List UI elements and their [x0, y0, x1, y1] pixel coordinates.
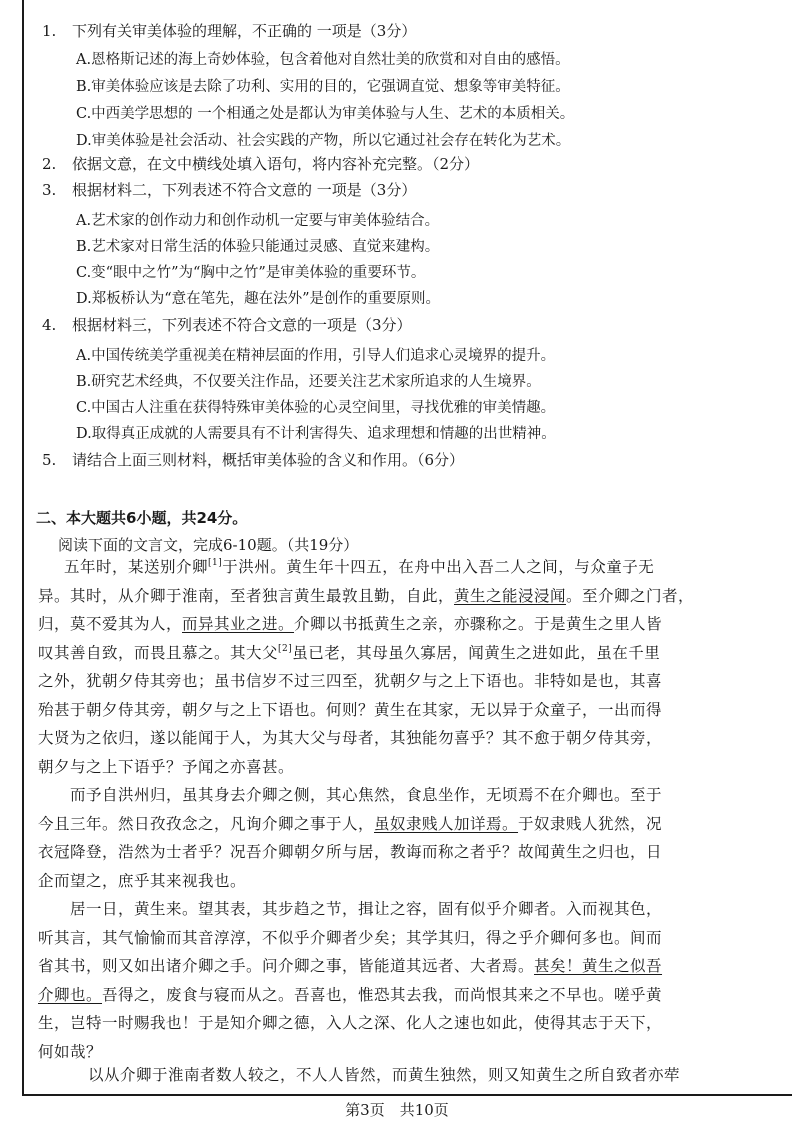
passage-line: 今且三年。然日孜孜念之，凡询介卿之事于人，虽奴隶贱人加详焉。于奴隶贱人犹然，况	[38, 814, 663, 833]
q4-option-b: B.研究艺术经典，不仅要关注作品，还要关注艺术家所追求的人生境界。	[76, 374, 541, 390]
page-frame-left	[22, 0, 24, 1094]
underlined-sentence: 黄生之能浸浸闻	[454, 586, 567, 605]
section-instruction: 阅读下面的文言文，完成6-10题。（共19分）	[58, 536, 359, 554]
section-heading: 二、本大题共6小题，共24分。	[36, 509, 248, 527]
passage-line: 衣冠降登，浩然为士者乎？况吾介卿朝夕所与居，教诲而称之者乎？故闻黄生之归也，日	[38, 843, 663, 861]
q4-option-c: C.中国古人注重在获得特殊审美体验的心灵空间里，寻找优雅的审美情趣。	[76, 400, 556, 416]
passage-line: 之外，犹朝夕侍其旁也；虽书信岁不过三四至，犹朝夕与之上下语也。非特如是也，其喜	[38, 672, 663, 690]
passage-line: 异。其时，从介卿于淮南，至者独言黄生最敦且勤，自此，黄生之能浸浸闻。至介卿之门者，	[38, 586, 695, 605]
page-number: 第3页 共10页	[345, 1101, 449, 1119]
question-5: 5. 请结合上面三则材料，概括审美体验的含义和作用。（6分）	[42, 451, 465, 469]
footnote-ref-2: [2]	[278, 643, 293, 654]
q3-option-b: B.艺术家对日常生活的体验只能通过灵感、直觉来建构。	[76, 239, 440, 255]
q1-option-a: A.恩格斯记述的海上奇妙体验，包含着他对自然壮美的欣赏和对自由的感悟。	[76, 52, 570, 68]
passage-line: 听其言，其气愉愉而其音淳淳，不似乎介卿者少矣；其学其归，得之乎介卿何多也。间而	[38, 928, 663, 947]
q3-option-d: D.郑板桥认为“意在笔先，趣在法外”是创作的重要原则。	[76, 291, 441, 307]
underlined-sentence: 而异其业之进。	[182, 615, 295, 633]
passage-line: 何如哉？	[38, 1042, 103, 1061]
q4-option-d: D.取得真正成就的人需要具有不计利害得失、追求理想和情趣的出世精神。	[76, 426, 556, 442]
passage-line: 以从介卿于淮南者数人较之，不人人皆然，而黄生独然，则又知黄生之所自致者亦荦	[88, 1066, 681, 1084]
q4-option-a: A.中国传统美学重视美在精神层面的作用，引导人们追求心灵境界的提升。	[76, 348, 556, 364]
passage-paragraph-2	[38, 781, 730, 895]
page-frame-bottom	[22, 1094, 792, 1096]
passage-line: 归，莫不爱其为人，而异其业之进。介卿以书抵黄生之亲，亦骤称之。于是黄生之里人皆	[38, 615, 663, 633]
footnote-ref-1: [1]	[208, 558, 223, 568]
question-2: 2. 依据文意，在文中横线处填入语句，将内容补充完整。（2分）	[42, 155, 480, 173]
passage-line: 而予自洪州归，虽其身去介卿之侧，其心焦然，食息坐作，无顷焉不在介卿也。至于	[70, 786, 663, 804]
passage-line: 生，岂特一时赐我也！于是知介卿之德，入人之深、化人之速也如此，使得其志于天下，	[38, 1014, 663, 1032]
underlined-sentence: 介卿也。	[38, 985, 103, 1004]
passage-paragraph-4	[38, 1061, 730, 1090]
passage-line: 叹其善自致，而畏且慕之。其大父[2]虽已老，其母虽久寡居，闻黄生之进如此，虽在千里	[38, 643, 661, 662]
passage-line: 介卿也。吾得之，废食与寝而从之。吾喜也，惟恐其去我，而尚恨其来之不早也。嗟乎黄	[38, 985, 663, 1004]
q1-option-d: D.审美体验是社会活动、社会实践的产物，所以它通过社会存在转化为艺术。	[76, 133, 571, 149]
passage-line: 省其书，则又如出诸介卿之手。问介卿之事，皆能道其远者、大者焉。甚矣！黄生之似吾	[38, 957, 663, 975]
passage-line: 五年时，某送别介卿[1]于洪州。黄生年十四五，在舟中出入吾二人之间，与众童子无	[64, 558, 655, 576]
q3-option-a: A.艺术家的创作动力和创作动机一定要与审美体验结合。	[76, 213, 440, 229]
passage-line: 朝夕与之上下语乎？予闻之亦喜甚。	[38, 757, 295, 776]
underlined-sentence: 甚矣！黄生之似吾	[534, 957, 663, 975]
q1-option-b: B.审美体验应该是去除了功利、实用的目的，它强调直觉、想象等审美特征。	[76, 79, 570, 95]
passage-line: 居一日，黄生来。望其表，其步趋之节，揖让之容，固有似乎介卿者。入而视其色，	[70, 900, 663, 918]
passage-line: 大贤为之依归，遂以能闻于人，为其大父与母者，其独能勿喜乎？其不愈于朝夕侍其旁，	[38, 729, 663, 747]
q3-option-c: C.变“眼中之竹”为“胸中之竹”是审美体验的重要环节。	[76, 265, 426, 281]
q1-option-c: C.中西美学思想的 一个相通之处是都认为审美体验与人生、艺术的本质相关。	[76, 106, 575, 122]
passage-paragraph-1	[38, 553, 730, 781]
passage-paragraph-3	[38, 895, 730, 1060]
question-1: 1. 下列有关审美体验的理解，不正确的 一项是（3分）	[42, 22, 417, 40]
question-3: 3. 根据材料二，下列表述不符合文意的 一项是（3分）	[42, 181, 417, 199]
question-4: 4. 根据材料三，下列表述不符合文意的一项是（3分）	[42, 316, 412, 334]
passage-line: 企而望之，庶乎其来视我也。	[38, 871, 247, 890]
passage-line: 殆甚于朝夕侍其旁，朝夕与之上下语也。何则？黄生在其家，无以异于众童子，一出而得	[38, 700, 663, 719]
underlined-sentence: 虽奴隶贱人加详焉。	[374, 814, 519, 833]
